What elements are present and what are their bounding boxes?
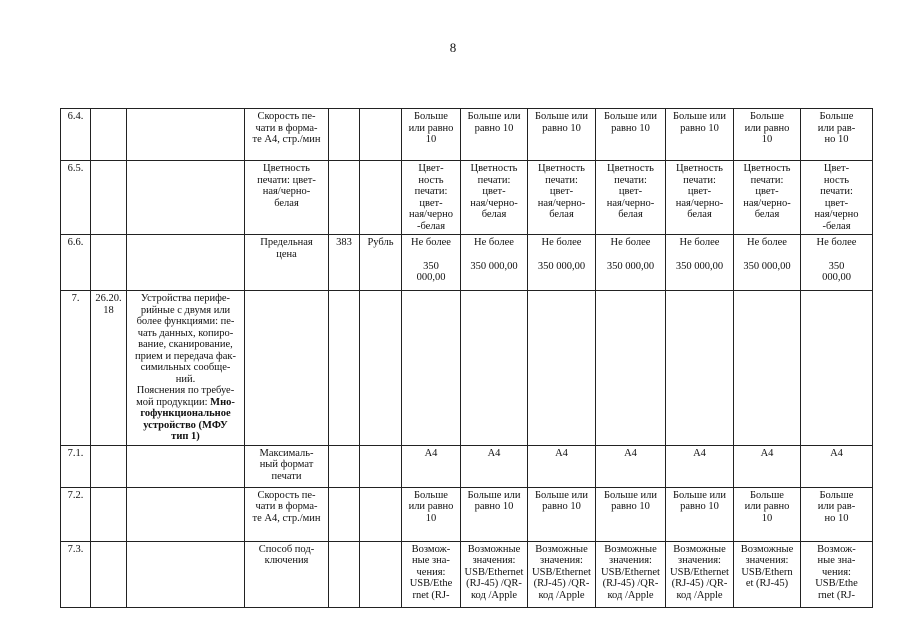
product-name-text: Устройства перифе- рийные с двумя или более функциями: пе- чать данных, копиро- вание, сканирование, прием и передача фак- симильных сообще- ний. Пояснения по требуе- мой продукции: bbox=[135, 293, 236, 408]
product-name-bold-text: Мно- гофункциональное устройство (МФУ тип 1) bbox=[140, 396, 235, 442]
okpd-code-cell: 26.20. 18 bbox=[91, 291, 127, 446]
okpd-code-cell bbox=[91, 161, 127, 235]
value-cell: Больше или равно 10 bbox=[402, 109, 461, 161]
value-cell: А4 bbox=[596, 445, 666, 487]
unit-name-cell bbox=[360, 445, 402, 487]
characteristic-cell: Способ под- ключения bbox=[245, 541, 329, 607]
unit-code-cell bbox=[329, 445, 360, 487]
value-cell: Цвет- ность печати: цвет- ная/черно -белая bbox=[801, 161, 873, 235]
okpd-code-cell bbox=[91, 487, 127, 541]
value-bottom-text: 350 000,00 bbox=[416, 260, 446, 283]
okpd-code-cell bbox=[91, 109, 127, 161]
value-cell: Больше или равно 10 bbox=[596, 109, 666, 161]
value-cell: Цветность печати: цвет- ная/черно- белая bbox=[596, 161, 666, 235]
value-bottom-text: 350 000,00 bbox=[743, 260, 791, 272]
value-top-text: Не более bbox=[411, 237, 451, 248]
product-name-cell bbox=[127, 445, 245, 487]
value-cell: Больше или равно 10 bbox=[528, 109, 596, 161]
value-cell: Больше или равно 10 bbox=[666, 487, 734, 541]
unit-code-cell bbox=[329, 291, 360, 446]
characteristic-cell: Цветность печати: цвет- ная/черно- белая bbox=[245, 161, 329, 235]
row-number-cell: 6.6. bbox=[61, 235, 91, 291]
unit-name-cell bbox=[360, 291, 402, 446]
value-cell: Больше или равно 10 bbox=[734, 487, 801, 541]
value-cell: Больше или равно 10 bbox=[461, 487, 528, 541]
table-row bbox=[61, 291, 873, 446]
value-bottom-text: 350 000,00 bbox=[822, 260, 851, 283]
product-name-cell bbox=[127, 161, 245, 235]
product-name-cell bbox=[127, 235, 245, 291]
unit-name-cell: Рубль bbox=[360, 235, 402, 291]
row-number-cell: 6.5. bbox=[61, 161, 91, 235]
value-top-text: Не более bbox=[541, 237, 582, 248]
unit-code-cell bbox=[329, 487, 360, 541]
value-cell: Возмож- ные зна- чения: USB/Ethe rnet (RJ- bbox=[402, 541, 461, 607]
value-cell: А4 bbox=[402, 445, 461, 487]
value-cell: А4 bbox=[528, 445, 596, 487]
value-cell bbox=[596, 291, 666, 446]
value-cell: А4 bbox=[461, 445, 528, 487]
value-cell: Больше или равно 10 bbox=[402, 487, 461, 541]
value-cell bbox=[461, 291, 528, 446]
table-row bbox=[61, 541, 873, 607]
table-row bbox=[61, 445, 873, 487]
unit-name-cell bbox=[360, 109, 402, 161]
value-cell: Цвет- ность печати: цвет- ная/черно -белая bbox=[402, 161, 461, 235]
unit-code-cell bbox=[329, 109, 360, 161]
value-cell bbox=[528, 235, 596, 291]
row-number-cell: 7.2. bbox=[61, 487, 91, 541]
characteristic-cell: Предельная цена bbox=[245, 235, 329, 291]
product-name-cell bbox=[127, 291, 245, 446]
value-cell bbox=[461, 235, 528, 291]
page-number: 8 bbox=[449, 40, 457, 55]
unit-name-cell bbox=[360, 541, 402, 607]
value-cell bbox=[402, 235, 461, 291]
value-cell: Возможные значения: USB/Ethern et (RJ-45) bbox=[734, 541, 801, 607]
product-name-cell bbox=[127, 541, 245, 607]
value-cell: Больше или равно 10 bbox=[461, 109, 528, 161]
value-bottom-text: 350 000,00 bbox=[606, 260, 655, 272]
characteristic-cell: Максималь- ный формат печати bbox=[245, 445, 329, 487]
value-cell: Больше или рав- но 10 bbox=[801, 109, 873, 161]
okpd-code-cell bbox=[91, 445, 127, 487]
value-cell: Больше или равно 10 bbox=[666, 109, 734, 161]
okpd-code-cell bbox=[91, 235, 127, 291]
table-row bbox=[61, 487, 873, 541]
value-top-text: Не более bbox=[474, 237, 514, 248]
value-cell: Возможные значения: USB/Ethernet (RJ-45) /QR- код /Apple bbox=[461, 541, 528, 607]
value-cell: А4 bbox=[666, 445, 734, 487]
value-bottom-text: 350 000,00 bbox=[537, 260, 586, 272]
value-cell bbox=[402, 291, 461, 446]
row-number-cell: 6.4. bbox=[61, 109, 91, 161]
value-cell: Цветность печати: цвет- ная/черно- белая bbox=[528, 161, 596, 235]
unit-name-cell bbox=[360, 161, 402, 235]
row-number-cell: 7.3. bbox=[61, 541, 91, 607]
product-name-cell bbox=[127, 487, 245, 541]
value-cell: Возмож- ные зна- чения: USB/Ethe rnet (RJ- bbox=[801, 541, 873, 607]
okpd-code-cell bbox=[91, 541, 127, 607]
table-row bbox=[61, 235, 873, 291]
value-cell bbox=[734, 291, 801, 446]
value-cell: Больше или равно 10 bbox=[596, 487, 666, 541]
unit-name-cell bbox=[360, 487, 402, 541]
specification-table bbox=[60, 108, 873, 608]
value-cell: Больше или равно 10 bbox=[734, 109, 801, 161]
value-bottom-text: 350 000,00 bbox=[470, 260, 518, 272]
characteristic-cell: Скорость пе- чати в форма- те А4, стр./мин bbox=[245, 109, 329, 161]
value-top-text: Не более bbox=[747, 237, 787, 248]
value-cell bbox=[801, 291, 873, 446]
value-top-text: Не более bbox=[679, 237, 720, 248]
value-cell bbox=[666, 235, 734, 291]
characteristic-cell: Скорость пе- чати в форма- те А4, стр./мин bbox=[245, 487, 329, 541]
product-name-cell bbox=[127, 109, 245, 161]
value-top-text: Не более bbox=[610, 237, 651, 248]
value-cell: Возможные значения: USB/Ethernet (RJ-45) /QR- код /Apple bbox=[596, 541, 666, 607]
unit-code-cell bbox=[329, 541, 360, 607]
value-cell bbox=[596, 235, 666, 291]
unit-code-cell bbox=[329, 161, 360, 235]
value-cell bbox=[801, 235, 873, 291]
value-cell bbox=[528, 291, 596, 446]
table-row bbox=[61, 109, 873, 161]
value-top-text: Не более bbox=[816, 237, 857, 248]
characteristic-cell bbox=[245, 291, 329, 446]
table-row bbox=[61, 161, 873, 235]
value-cell: Больше или равно 10 bbox=[528, 487, 596, 541]
unit-code-cell: 383 bbox=[329, 235, 360, 291]
value-cell: А4 bbox=[734, 445, 801, 487]
value-cell: Цветность печати: цвет- ная/черно- белая bbox=[734, 161, 801, 235]
value-cell: Цветность печати: цвет- ная/черно- белая bbox=[666, 161, 734, 235]
value-cell: Возможные значения: USB/Ethernet (RJ-45) /QR- код /Apple bbox=[666, 541, 734, 607]
value-cell: А4 bbox=[801, 445, 873, 487]
row-number-cell: 7.1. bbox=[61, 445, 91, 487]
row-number-cell: 7. bbox=[61, 291, 91, 446]
value-bottom-text: 350 000,00 bbox=[675, 260, 724, 272]
value-cell: Больше или рав- но 10 bbox=[801, 487, 873, 541]
value-cell bbox=[734, 235, 801, 291]
value-cell: Возможные значения: USB/Ethernet (RJ-45) /QR- код /Apple bbox=[528, 541, 596, 607]
value-cell: Цветность печати: цвет- ная/черно- белая bbox=[461, 161, 528, 235]
value-cell bbox=[666, 291, 734, 446]
